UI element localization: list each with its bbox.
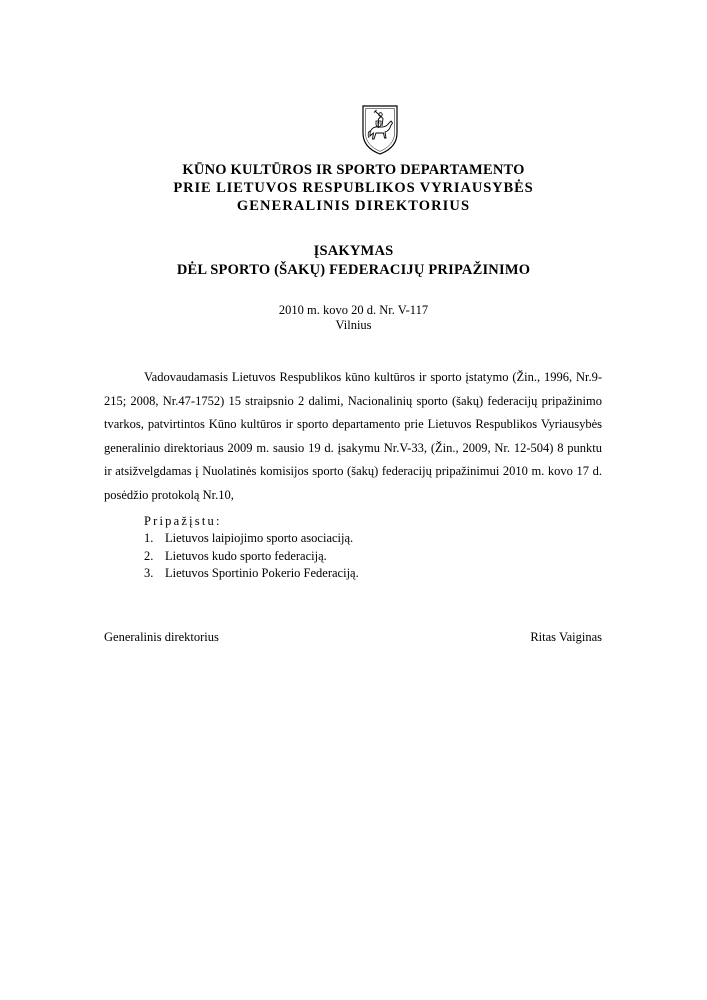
decision-list [144, 530, 359, 583]
institution-line-3: GENERALINIS DIREKTORIUS [236, 198, 471, 214]
list-item [144, 565, 359, 583]
list-item-text: Lietuvos Sportinio Pokerio Federaciją. [165, 566, 359, 580]
body-paragraph: Vadovaudamasis Lietuvos Respublikos kūno kultūros ir sporto įstatymo (Žin., 1996, Nr.9-215; 2008, Nr.47-1752) 15 straipsnio 2 dalimi, Nacionalinių sporto (šakų) federacijų pripažinimo tvarkos, patvirtintos Kūno kultūros ir sporto departamento prie Lietuvos Respublikos Vyriausybės generalinio direktoriaus 2009 m. sausio 19 d. įsakymu Nr.V-33, (Žin., 2009, Nr. 12-504) 8 punktu ir atsižvelgdamas į Nuolatinės komisijos sporto (šakų) federacijų pripažinimui 2010 m. kovo 17 d. posėdžio protokolą Nr.10, [104, 370, 602, 502]
list-item-number: 3. [144, 566, 154, 580]
document-type: ĮSAKYMAS [313, 243, 394, 259]
list-item-number: 2. [144, 548, 154, 563]
signatory-position: Generalinis direktorius [104, 630, 219, 644]
date-number: 2010 m. kovo 20 d. Nr. V-117 [278, 303, 429, 317]
decision-label: Pripažįstu: [144, 514, 222, 528]
list-item-text: Lietuvos laipiojimo sporto asociaciją. [165, 531, 354, 545]
list-item-number: 1. [144, 531, 154, 545]
list-item [144, 530, 359, 548]
coat-of-arms-vytis-icon [360, 103, 400, 155]
list-item [144, 548, 359, 566]
institution-line-1: KŪNO KULTŪROS IR SPORTO DEPARTAMENTO [182, 162, 525, 178]
list-item-text: Lietuvos kudo sporto federaciją. [165, 548, 327, 563]
signatory-name: Ritas Vaiginas [530, 630, 602, 644]
city: Vilnius [335, 318, 372, 332]
institution-line-2: PRIE LIETUVOS RESPUBLIKOS VYRIAUSYBĖS [173, 180, 534, 196]
document-title: DĖL SPORTO (ŠAKŲ) FEDERACIJŲ PRIPAŽINIMO [176, 262, 531, 278]
